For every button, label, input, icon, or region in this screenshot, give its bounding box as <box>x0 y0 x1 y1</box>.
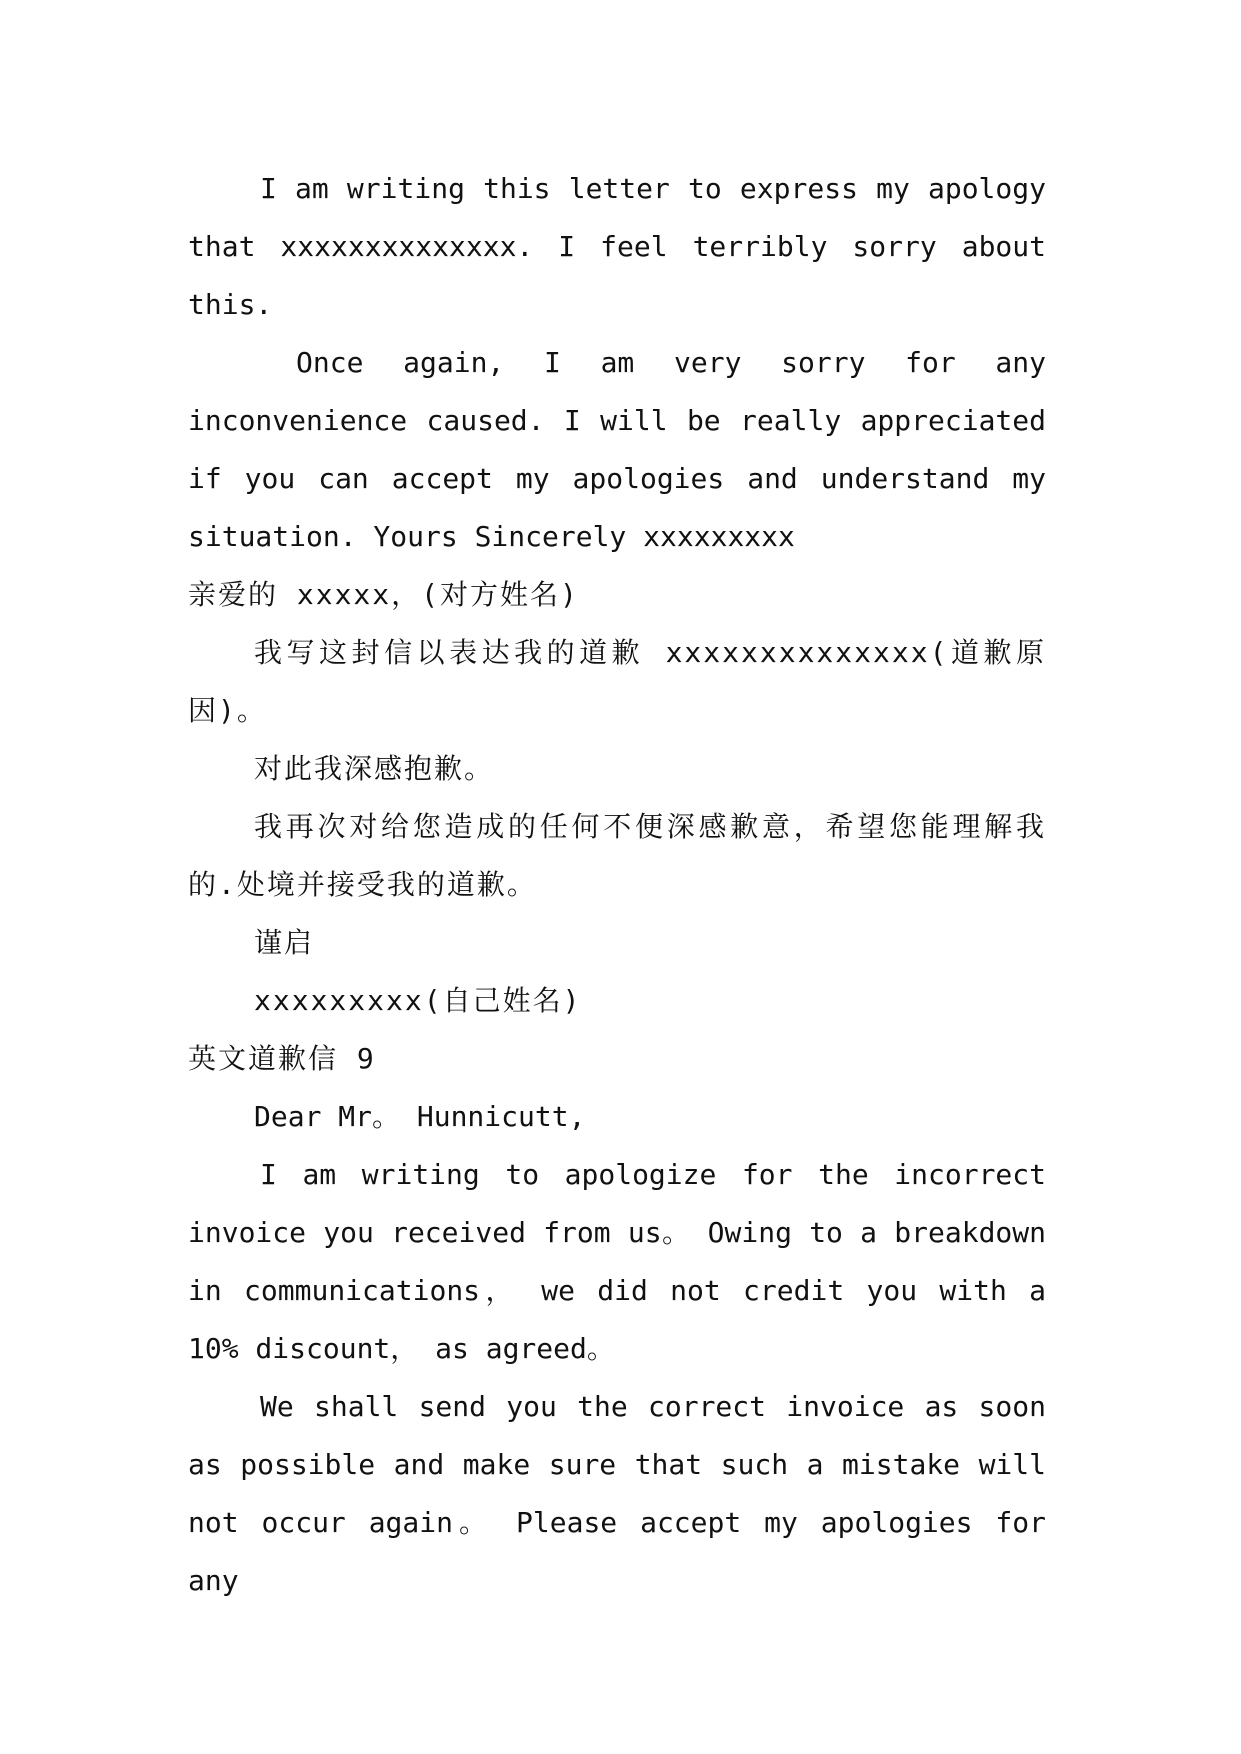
letter-body <box>188 160 1046 1610</box>
paragraph-apology-intro: I am writing this letter to express my apology that xxxxxxxxxxxxxx. I feel terribly sorry about this. <box>188 172 1046 321</box>
paragraph-invoice-correction: We shall send you the correct invoice as soon as possible and make sure that such a mistake will not occur again。 Please accept my apologies for any <box>188 1390 1046 1597</box>
section-heading: 英文道歉信 9 <box>188 1042 376 1075</box>
signoff-chinese: 谨启 <box>254 926 315 959</box>
paragraph-chinese-closing: 我再次对给您造成的任何不便深感歉意，希望您能理解我的.处境并接受我的道歉。 <box>188 810 1046 901</box>
paragraph-chinese-intro: 我写这封信以表达我的道歉 xxxxxxxxxxxxxx(道歉原因)。 <box>188 636 1046 727</box>
salutation-english: Dear Mr。 Hunnicutt, <box>254 1100 586 1133</box>
paragraph-apology-closing: Once again, I am very sorry for any inconvenience caused. I will be really appreciated if you can accept my apologies and understand my situation. Yours Sincerely xxxxxxxxx <box>188 346 1046 553</box>
paragraph-chinese-sorry: 对此我深感抱歉。 <box>254 752 495 785</box>
salutation-chinese: 亲爱的 xxxxx，(对方姓名) <box>188 578 579 611</box>
signature-chinese: xxxxxxxxx(自己姓名) <box>254 984 582 1017</box>
paragraph-invoice-apology: I am writing to apologize for the incorrect invoice you received from us。 Owing to a breakdown in communications， we did not credit you with a 10% discount， as agreed。 <box>188 1158 1046 1365</box>
